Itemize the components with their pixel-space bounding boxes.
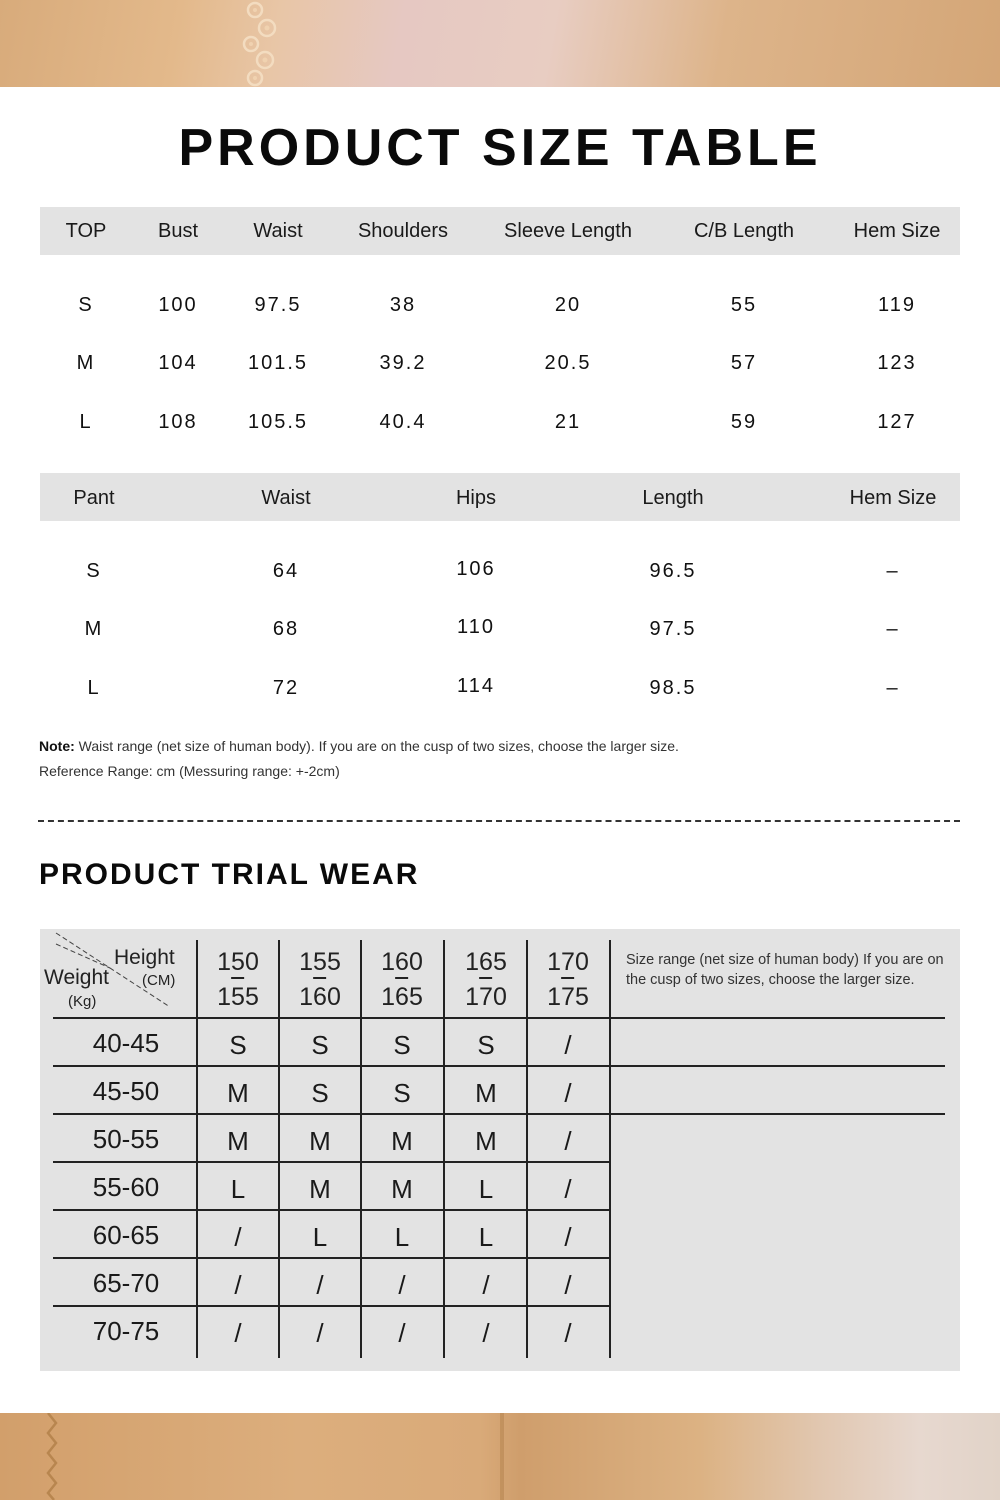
- pant-table-cell: 72: [272, 677, 300, 699]
- height-range-end: 175: [547, 983, 589, 1011]
- fabric-fold: [500, 1413, 504, 1500]
- recommended-size-cell: M: [309, 1174, 331, 1204]
- weight-range-label: 50-55: [92, 1124, 160, 1154]
- note-label: Note:: [39, 738, 75, 754]
- height-range-start: 170: [547, 948, 589, 976]
- height-range-start: 160: [381, 948, 423, 976]
- top-header-cell: Shoulders: [357, 220, 449, 242]
- recommended-size-cell: S: [311, 1078, 329, 1108]
- trial-wear-title: PRODUCT TRIAL WEAR: [39, 858, 420, 891]
- grid-column-line: [360, 940, 362, 1358]
- top-size-label: S: [78, 294, 94, 316]
- grid-row-line: [53, 1257, 610, 1259]
- note-text: Waist range (net size of human body). If you are on the cusp of two sizes, choose the larger size.: [74, 738, 679, 754]
- corner-weight-label: Weight: [44, 966, 109, 989]
- height-range-end: 170: [465, 983, 507, 1011]
- pant-size-label: M: [84, 618, 104, 640]
- top-table-cell: 104: [158, 352, 198, 374]
- pant-size-label: S: [86, 560, 102, 582]
- recommended-size-cell: M: [475, 1078, 497, 1108]
- top-header-cell: C/B Length: [693, 220, 795, 242]
- weight-range-label: 70-75: [92, 1316, 160, 1346]
- recommended-size-cell: /: [482, 1270, 490, 1300]
- grid-row-line: [53, 1017, 945, 1019]
- recommended-size-cell: L: [478, 1174, 494, 1204]
- recommended-size-cell: /: [316, 1270, 324, 1300]
- top-table-cell: 101.5: [247, 352, 309, 374]
- corner-height-label: Height: [114, 946, 175, 969]
- top-table-cell: 105.5: [247, 411, 309, 433]
- pant-header-cell: Hips: [455, 487, 497, 509]
- top-table-cell: 20.5: [544, 352, 592, 374]
- grid-row-line: [53, 1209, 610, 1211]
- height-range-header: [547, 944, 589, 1016]
- grid-column-line: [196, 940, 198, 1358]
- pant-header-cell: Length: [642, 487, 704, 509]
- pant-table-cell: –: [886, 618, 900, 640]
- grid-row-line: [53, 1065, 945, 1067]
- seam-decoration: [40, 1413, 70, 1500]
- recommended-size-cell: /: [564, 1078, 572, 1108]
- corner-cm-label: (CM): [142, 972, 176, 989]
- pant-header-cell: Hem Size: [849, 487, 937, 509]
- height-range-header: [465, 944, 507, 1016]
- pant-table-cell: 96.5: [649, 560, 697, 582]
- recommended-size-cell: /: [398, 1270, 406, 1300]
- top-size-label: L: [79, 411, 93, 433]
- recommended-size-cell: /: [564, 1222, 572, 1252]
- top-table-cell: 59: [730, 411, 758, 433]
- top-table-cell: 127: [877, 411, 917, 433]
- height-range-end: 155: [217, 983, 259, 1011]
- recommended-size-cell: L: [230, 1174, 246, 1204]
- top-table-cell: 108: [158, 411, 198, 433]
- pant-table-cell: –: [886, 560, 900, 582]
- recommended-size-cell: S: [477, 1030, 495, 1060]
- height-range-end: 160: [299, 983, 341, 1011]
- recommended-size-cell: M: [227, 1126, 249, 1156]
- recommended-size-cell: M: [391, 1126, 413, 1156]
- top-table-cell: 57: [730, 352, 758, 374]
- recommended-size-cell: /: [234, 1270, 242, 1300]
- pant-table-cell: –: [886, 677, 900, 699]
- weight-range-label: 65-70: [92, 1268, 160, 1298]
- recommended-size-cell: L: [478, 1222, 494, 1252]
- top-table-cell: 20: [554, 294, 582, 316]
- top-table-cell: 100: [158, 294, 198, 316]
- grid-column-line: [278, 940, 280, 1358]
- trial-side-note: Size range (net size of human body) If you are on the cusp of two sizes, choose the larger size.: [626, 952, 944, 988]
- recommended-size-cell: M: [475, 1126, 497, 1156]
- recommended-size-cell: /: [398, 1318, 406, 1348]
- height-range-start: 165: [465, 948, 507, 976]
- weight-range-label: 60-65: [92, 1220, 160, 1250]
- weight-range-label: 40-45: [92, 1028, 160, 1058]
- recommended-size-cell: /: [564, 1030, 572, 1060]
- pant-table-cell: 106: [456, 558, 496, 580]
- pant-size-label: L: [87, 677, 101, 699]
- pant-header-cell: Waist: [261, 487, 311, 509]
- recommended-size-cell: /: [482, 1318, 490, 1348]
- top-size-label: M: [76, 352, 96, 374]
- recommended-size-cell: S: [311, 1030, 329, 1060]
- recommended-size-cell: M: [391, 1174, 413, 1204]
- pant-table-cell: 98.5: [649, 677, 697, 699]
- grid-column-line: [526, 940, 528, 1358]
- height-range-header: [381, 944, 423, 1016]
- grid-row-line: [53, 1113, 945, 1115]
- corner-kg-label: (Kg): [68, 993, 97, 1010]
- page-title: PRODUCT SIZE TABLE: [178, 119, 822, 177]
- recommended-size-cell: S: [229, 1030, 247, 1060]
- height-range-start: 150: [217, 948, 259, 976]
- top-table-cell: 38: [389, 294, 417, 316]
- recommended-size-cell: L: [312, 1222, 328, 1252]
- weight-range-label: 55-60: [92, 1172, 160, 1202]
- recommended-size-cell: M: [309, 1126, 331, 1156]
- top-header-cell: Sleeve Length: [504, 220, 632, 242]
- top-table-cell: 123: [877, 352, 917, 374]
- recommended-size-cell: /: [564, 1126, 572, 1156]
- height-range-header: [217, 944, 259, 1016]
- recommended-size-cell: /: [564, 1174, 572, 1204]
- top-table-cell: 39.2: [379, 352, 427, 374]
- top-table-cell: 40.4: [379, 411, 427, 433]
- top-header-cell: Hem Size: [853, 220, 941, 242]
- top-table-cell: 21: [554, 411, 582, 433]
- weight-range-label: 45-50: [92, 1076, 160, 1106]
- recommended-size-cell: /: [564, 1318, 572, 1348]
- grid-column-line: [443, 940, 445, 1358]
- product-photo-bottom: [0, 1413, 1000, 1500]
- recommended-size-cell: L: [394, 1222, 410, 1252]
- recommended-size-cell: /: [316, 1318, 324, 1348]
- pant-table-cell: 64: [272, 560, 300, 582]
- recommended-size-cell: S: [393, 1078, 411, 1108]
- top-header-cell: Waist: [253, 220, 303, 242]
- grid-row-line: [53, 1161, 610, 1163]
- recommended-size-cell: /: [564, 1270, 572, 1300]
- pant-header-cell: Pant: [73, 487, 115, 509]
- recommended-size-cell: /: [234, 1222, 242, 1252]
- top-table-cell: 97.5: [254, 294, 302, 316]
- height-range-header: [299, 944, 341, 1016]
- pant-table-cell: 114: [457, 675, 495, 697]
- recommended-size-cell: /: [234, 1318, 242, 1348]
- grid-row-line: [53, 1305, 610, 1307]
- pant-table-cell: 97.5: [649, 618, 697, 640]
- height-range-start: 155: [299, 948, 341, 976]
- top-header-cell: TOP: [65, 220, 107, 242]
- pant-table-cell: 110: [457, 616, 495, 638]
- recommended-size-cell: M: [227, 1078, 249, 1108]
- top-table-cell: 55: [730, 294, 758, 316]
- recommended-size-cell: S: [393, 1030, 411, 1060]
- reference-range: Reference Range: cm (Messuring range: +-2cm): [39, 763, 340, 779]
- top-table-cell: 119: [878, 294, 916, 316]
- grid-column-line: [609, 940, 611, 1358]
- top-header-cell: Bust: [157, 220, 199, 242]
- height-range-end: 165: [381, 983, 423, 1011]
- pant-table-cell: 68: [272, 618, 300, 640]
